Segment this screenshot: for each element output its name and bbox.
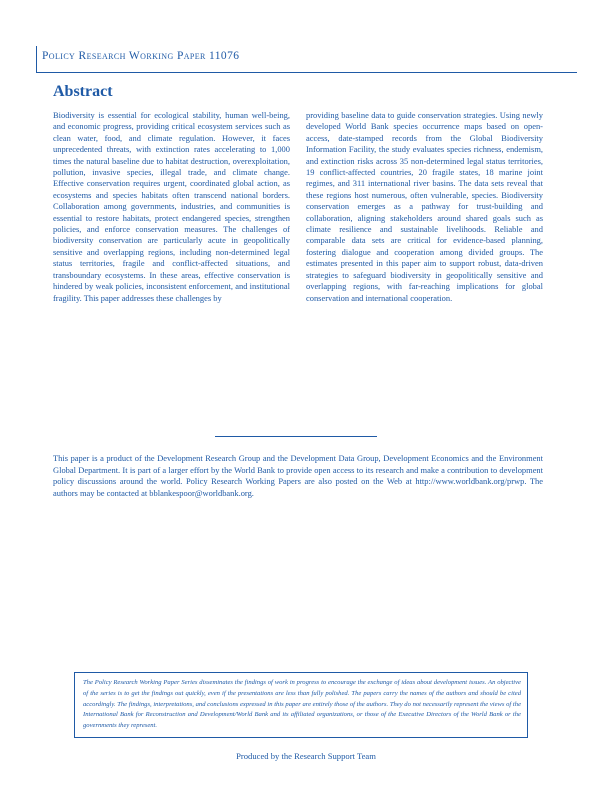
disclaimer-box	[74, 672, 528, 738]
series-header	[36, 46, 577, 73]
section-divider	[215, 436, 377, 437]
product-note: This paper is a product of the Development Research Group and the Development Data Group, Development Economics and the Environment Global Department. It is part of a larger effort by the World Bank to provide open access to its research and make a contribution to development policy discussions around the world. Policy Research Working Papers are also posted on the Web at http://www.worldbank.org/prwp. The authors may be contacted at bblankespoor@worldbank.org.	[53, 453, 543, 498]
abstract-heading: Abstract	[53, 83, 113, 100]
abstract-left-column: Biodiversity is essential for ecological stability, human well-being, and economic progress, providing critical ecosystem services such as clean water, food, and climate regulation. However, it faces unprecedented threats, with extinction rates accelerating to 1,000 times the natural baseline due to habitat destruction, overexploitation, pollution, invasive species, illegal trade, and climate change. Effective conservation requires urgent, coordinated global action, as ecosystems and species habitats often transcend national borders. Collaboration among governments, industries, and communities is essential to restore habitats, protect endangered species, strengthen policies, and enforce conservation measures. The challenges of biodiversity conservation are particularly acute in geopolitically sensitive and overlapping regions, including non-determined legal status territories, fragile and conflict-affected situations, and transboundary ecosystems. In these areas, effective conservation is hindered by weak policies, inconsistent enforcement, and institutional fragility. This paper addresses these challenges by	[53, 110, 290, 303]
footer-credit: Produced by the Research Support Team	[236, 751, 376, 761]
series-title: Policy Research Working Paper 11076	[42, 50, 240, 62]
abstract-right-column: providing baseline data to guide conservation strategies. Using newly developed World Bank species occurrence maps based on open-access, date-stamped records from the Global Biodiversity Information Facility, the study evaluates species richness, endemism, and extinction risks across 35 non-determined legal status territories, 19 conflict-affected countries, 20 fragile states, 18 marine joint regimes, and 311 international river basins. The data sets reveal that these regions host numerous, often vulnerable, species. Biodiversity conservation emerges as a pathway for trust-building and collaboration, aligning stakeholders around shared goals such as climate resilience and sustainable livelihoods. Reliable and comparable data sets are critical for evidence-based planning, fostering dialogue and cooperation among divided groups. The estimates presented in this paper aim to support robust, data-driven strategies to safeguard biodiversity in geopolitically sensitive and overlapping regions, with far-reaching implications for global conservation and international cooperation.	[306, 110, 543, 303]
disclaimer-text: The Policy Research Working Paper Series disseminates the findings of work in progress to encourage the exchange of ideas about development issues. An objective of the series is to get the findings out quickly, even if the presentations are less than fully polished. The papers carry the names of the authors and should be cited accordingly. The findings, interpretations, and conclusions expressed in this paper are entirely those of the authors. They do not necessarily represent the views of the International Bank for Reconstruction and Development/World Bank and its affiliated organizations, or those of the Executive Directors of the World Bank or the governments they represent.	[83, 679, 521, 730]
